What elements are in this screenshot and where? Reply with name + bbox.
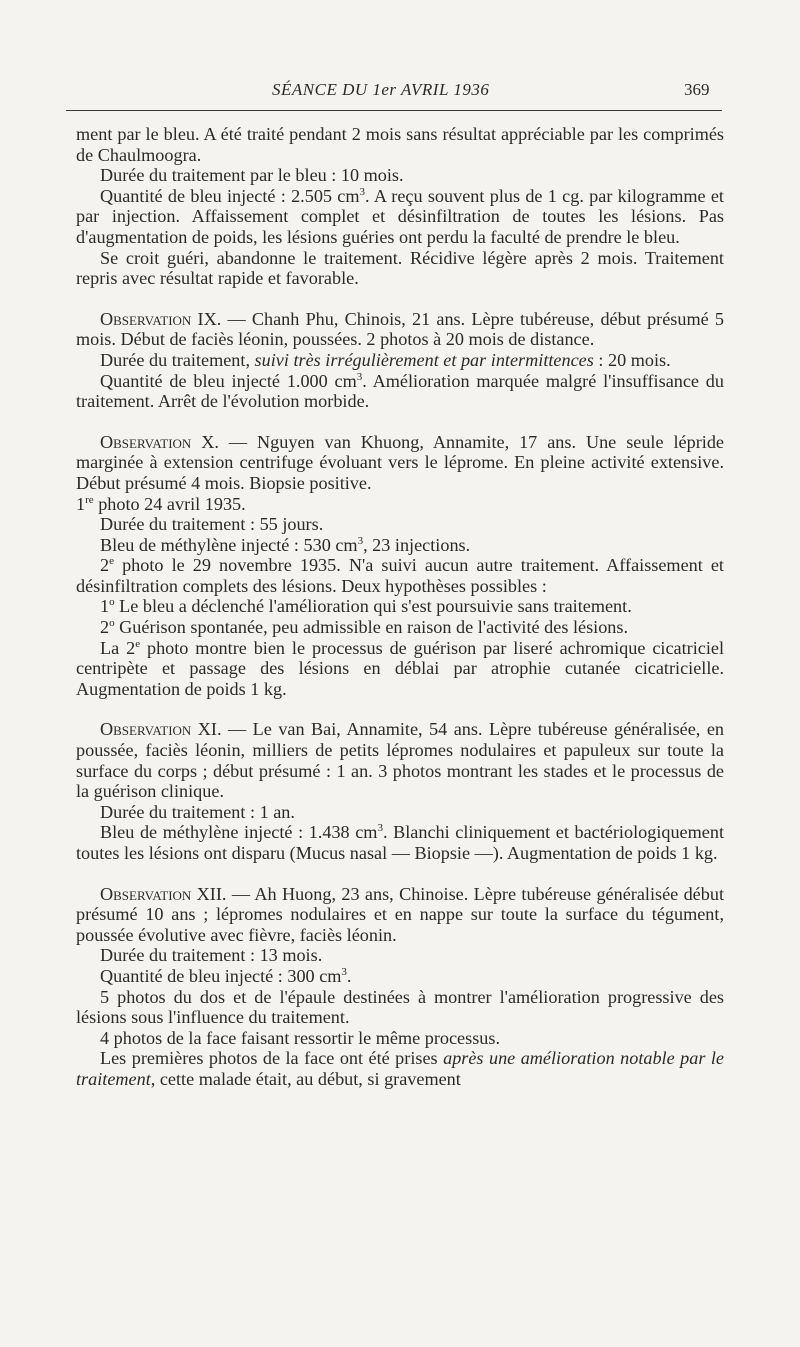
observation-10-photo2: 2e photo le 29 novembre 1935. N'a suivi aucun autre traitement. Affaissement et désinfiltration complets des lésions. Deux hypothèses possibles :: [76, 555, 724, 596]
paragraph-duree: Durée du traitement par le bleu : 10 mois.: [100, 165, 404, 186]
page-number: 369: [684, 80, 710, 99]
observation-11-intro: Observation XI. — Le van Bai, Annamite, 54 ans. Lèpre tubéreuse généralisée, en poussée, faciès léonin, milliers de petits lépromes nodulaires et papuleux sur toute la surface du corps ; début présumé : 1 an. 3 photos montrant les stades et le processus de la guérison clinique.: [76, 719, 724, 802]
paragraph-quantite: Quantité de bleu injecté : 2.505 $cm^3$. A reçu souvent plus de 1 cg. par kilogramme et par injection. Affaissement complet et désinfiltration de toutes les lésions. Pas d'augmentation de poids, les lésions guéries ont perdu la faculté de prendre le bleu.: [76, 185, 724, 247]
observation-11-duree: Durée du traitement : 1 an.: [100, 801, 295, 822]
observation-12-photos-dos: 5 photos du dos et de l'épaule destinées à montrer l'amélioration progressive des lésions sous l'influence du traitement.: [76, 986, 724, 1028]
observation-10-hypothese-2: 2$^o$ Guérison spontanée, peu admissible en raison de l'activité des lésions.: [100, 617, 629, 638]
observation-9-duree: Durée du traitement, suivi très irrégulièrement et par intermittences : 20 mois.: [100, 349, 671, 370]
observation-12-intro: Observation XII. — Ah Huong, 23 ans, Chinoise. Lèpre tubéreuse généralisée début présumé 10 ans ; lépromes nodulaires et en nappe sur toute la surface du tégument, poussée évolutive avec fièvre, faciès léonin.: [76, 883, 724, 945]
observation-9-quantite: Quantité de bleu injecté 1.000 $cm^3$. Amélioration marquée malgré l'insuffisance du traitement. Arrêt de l'évolution morbide.: [76, 370, 724, 412]
observation-10-duree: Durée du traitement : 55 jours.: [100, 514, 324, 535]
observation-10-intro: Observation X. — Nguyen van Khuong, Annamite, 17 ans. Une seule lépride marginée à extension centrifuge évoluant vers le léprome. En pleine activité extensive. Début présumé 4 mois. Biopsie positive.: [76, 431, 724, 493]
observation-9-intro: Observation IX. — Chanh Phu, Chinois, 21 ans. Lèpre tubéreuse, début présumé 5 mois. Début de faciès léonin, poussées. 2 photos à 20 mois de distance.: [76, 308, 724, 350]
observation-12-duree: Durée du traitement : 13 mois.: [100, 945, 323, 966]
paragraph-continuation: ment par le bleu. A été traité pendant 2 mois sans résultat appréciable par les comprimés de Chaulmoogra.: [76, 124, 724, 165]
observation-label: Observation XI.: [100, 719, 222, 740]
header-rule: [66, 110, 722, 111]
observation-12-photos-face: 4 photos de la face faisant ressortir le même processus.: [100, 1027, 500, 1048]
observation-label: Observation XII.: [100, 883, 227, 904]
observation-10-photo1: 1re photo 24 avril 1935.: [76, 493, 246, 514]
running-header: [0, 80, 800, 108]
page-body: [76, 124, 724, 1090]
observation-10-conclusion: La 2e photo montre bien le processus de guérison par liseré achromique cicatriciel centripète et passage des lésions en déblai par atrophie cutanée cicatricielle. Augmentation de poids 1 kg.: [76, 637, 725, 699]
header-title: SÉANCE DU 1er AVRIL 1936: [272, 80, 490, 99]
observation-10-hypothese-1: 1$^o$ Le bleu a déclenché l'amélioration qui s'est poursuivie sans traitement.: [100, 596, 632, 617]
observation-10-bleu: Bleu de méthylène injecté : 530 $cm^3$, 23 injections.: [100, 534, 471, 555]
observation-12-premieres-photos: Les premières photos de la face ont été prises après une amélioration notable par le traitement, cette malade était, au début, si gravement: [76, 1048, 725, 1089]
observation-12-quantite: Quantité de bleu injecté : 300 $cm^3$.: [100, 965, 352, 986]
paragraph-recidive: Se croit guéri, abandonne le traitement. Récidive légère après 2 mois. Traitement repris avec résultat rapide et favorable.: [76, 247, 724, 289]
observation-label: Observation IX.: [100, 308, 222, 329]
observation-label: Observation X.: [100, 431, 219, 452]
observation-11-bleu: Bleu de méthylène injecté : 1.438 $cm^3$. Blanchi cliniquement et bactériologiquement toutes les lésions ont disparu (Mucus nasal — Biopsie —). Augmentation de poids 1 kg.: [76, 822, 724, 863]
